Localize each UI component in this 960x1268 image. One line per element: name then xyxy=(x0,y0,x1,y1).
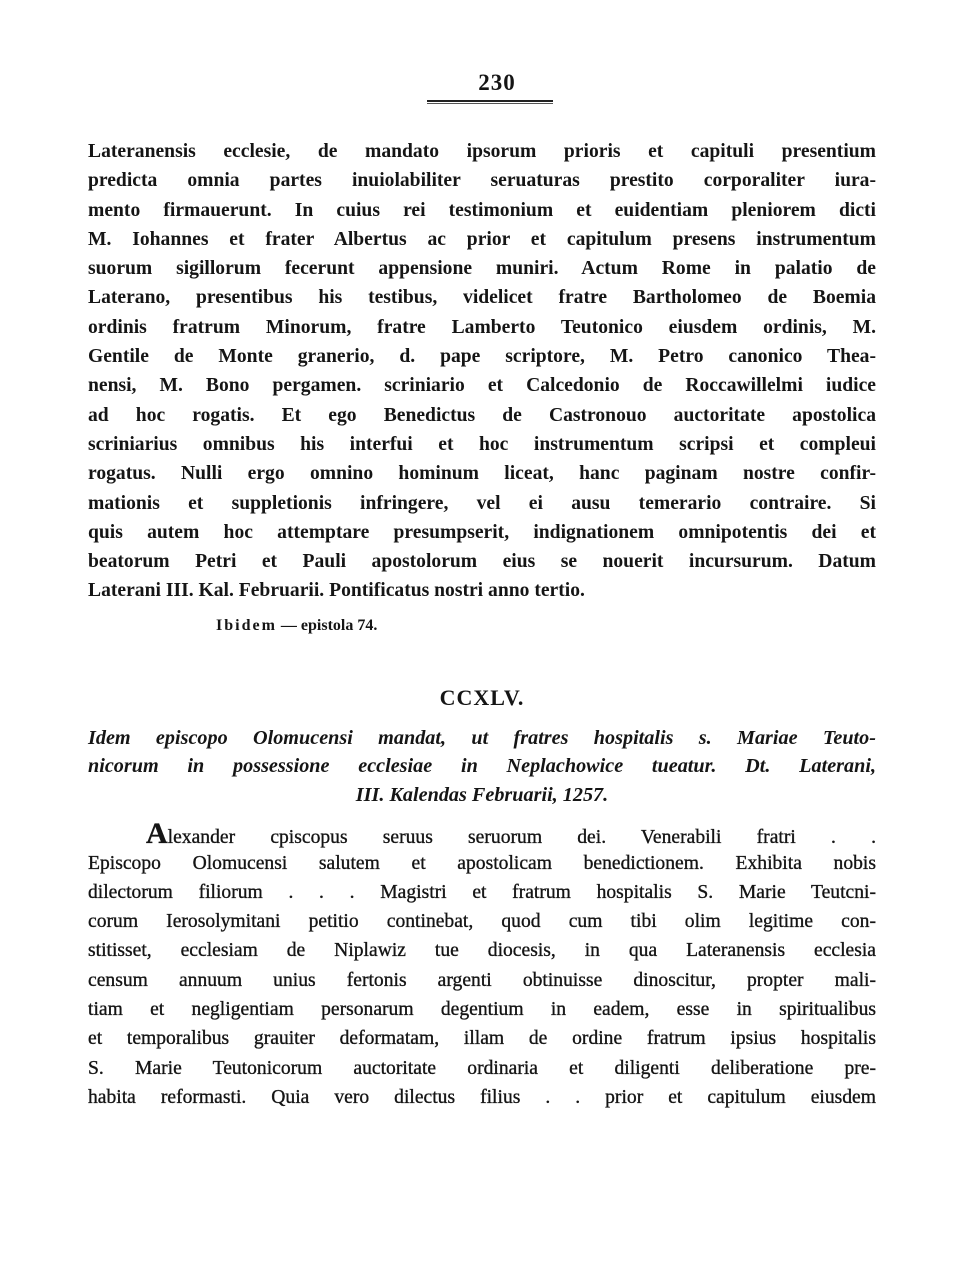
summary-line: nicorum in possessione ecclesiae in Neplachowice tueatur. Dt. Laterani, xyxy=(88,755,876,778)
page-number-rule xyxy=(427,100,553,104)
text-line: Laterano, presentibus his testibus, videlicet fratre Bartholomeo de Boemia xyxy=(88,287,876,309)
text-line: censum annuum unius fertonis argenti obtinuisse dinoscitur, propter mali- xyxy=(88,969,876,991)
text-line: ad hoc rogatis. Et ego Benedictus de Castronouo auctoritate apostolica xyxy=(88,404,876,426)
document-page xyxy=(88,70,876,1112)
document-body xyxy=(88,819,876,1112)
source-citation xyxy=(216,617,876,635)
text-line: S. Marie Teutonicorum auctoritate ordinaria et diligenti deliberatione pre- xyxy=(88,1057,876,1079)
text-line: scriniarius omnibus his interfui et hoc instrumentum scripsi et compleui xyxy=(88,433,876,455)
source-ibidem: Ibidem xyxy=(216,616,277,634)
text-line: mento firmauerunt. In cuius rei testimonium et euidentiam pleniorem dicti xyxy=(88,199,876,221)
text-line: predicta omnia partes inuiolabiliter seruaturas prestito corporaliter iura- xyxy=(88,170,876,192)
source-epistola: — epistola 74. xyxy=(276,616,378,634)
text-line: M. Iohannes et frater Albertus ac prior et capitulum presens instrumentum xyxy=(88,228,876,250)
summary-line: III. Kalendas Februarii, 1257. xyxy=(355,783,609,806)
text-line: nensi, M. Bono pergamen. scriniario et Calcedonio de Roccawillelmi iudice xyxy=(88,375,876,397)
text-line: stitisset, ecclesiam de Niplawiz tue diocesis, in qua Lateranensis ecclesia xyxy=(88,940,876,962)
page-number: 230 xyxy=(478,70,516,95)
text-line: Episcopo Olomucensi salutem et apostolicam benedictionem. Exhibita nobis xyxy=(88,852,876,874)
text-line: Gentile de Monte granerio, d. pape scriptore, M. Petro canonico Thea- xyxy=(88,346,876,368)
text-line: quis autem hoc attemptare presumpserit, indignationem omnipotentis dei et xyxy=(88,521,876,543)
first-line-text: lexander cpiscopus seruus seruorum dei. Venerabili fratri . . xyxy=(167,827,876,849)
text-line: dilectorum filiorum . . . Magistri et fratrum hospitalis S. Marie Teutcni- xyxy=(88,881,876,903)
text-line: habita reformasti. Quia vero dilectus filius . . prior et capitulum eiusdem xyxy=(88,1086,876,1108)
text-line: mationis et suppletionis infringere, vel ei ausu temerario contraire. Si xyxy=(88,492,876,514)
summary-line: Idem episcopo Olomucensi mandat, ut fratres hospitalis s. Mariae Teuto- xyxy=(88,726,876,749)
text-line: Laterani III. Kal. Februarii. Pontificatus nostri anno tertio. xyxy=(88,580,585,602)
text-line: corum Ierosolymitani petitio continebat, quod cum tibi olim legitime con- xyxy=(88,911,876,933)
text-line: tiam et negligentiam personarum degentium in eadem, esse in spiritualibus xyxy=(88,999,876,1021)
text-line: rogatus. Nulli ergo omnino hominum liceat, hanc paginam nostre confir- xyxy=(88,463,876,485)
document-summary xyxy=(88,724,876,810)
continuation-paragraph xyxy=(88,137,876,606)
text-line: suorum sigillorum fecerunt appensione muniri. Actum Rome in palatio de xyxy=(88,258,876,280)
text-line-first xyxy=(88,817,876,851)
text-line: Lateranensis ecclesie, de mandato ipsorum prioris et capituli presentium xyxy=(88,141,876,162)
text-line: et temporalibus grauiter deformatam, illam de ordine fratrum ipsius hospitalis xyxy=(88,1028,876,1050)
text-line: beatorum Petri et Pauli apostolorum eius se nouerit incursurum. Datum xyxy=(88,551,876,573)
initial-letter: A xyxy=(146,817,168,851)
document-number-heading: CCXLV. xyxy=(439,684,525,710)
text-line: ordinis fratrum Minorum, fratre Lamberto Teutonico eiusdem ordinis, M. xyxy=(88,316,876,338)
